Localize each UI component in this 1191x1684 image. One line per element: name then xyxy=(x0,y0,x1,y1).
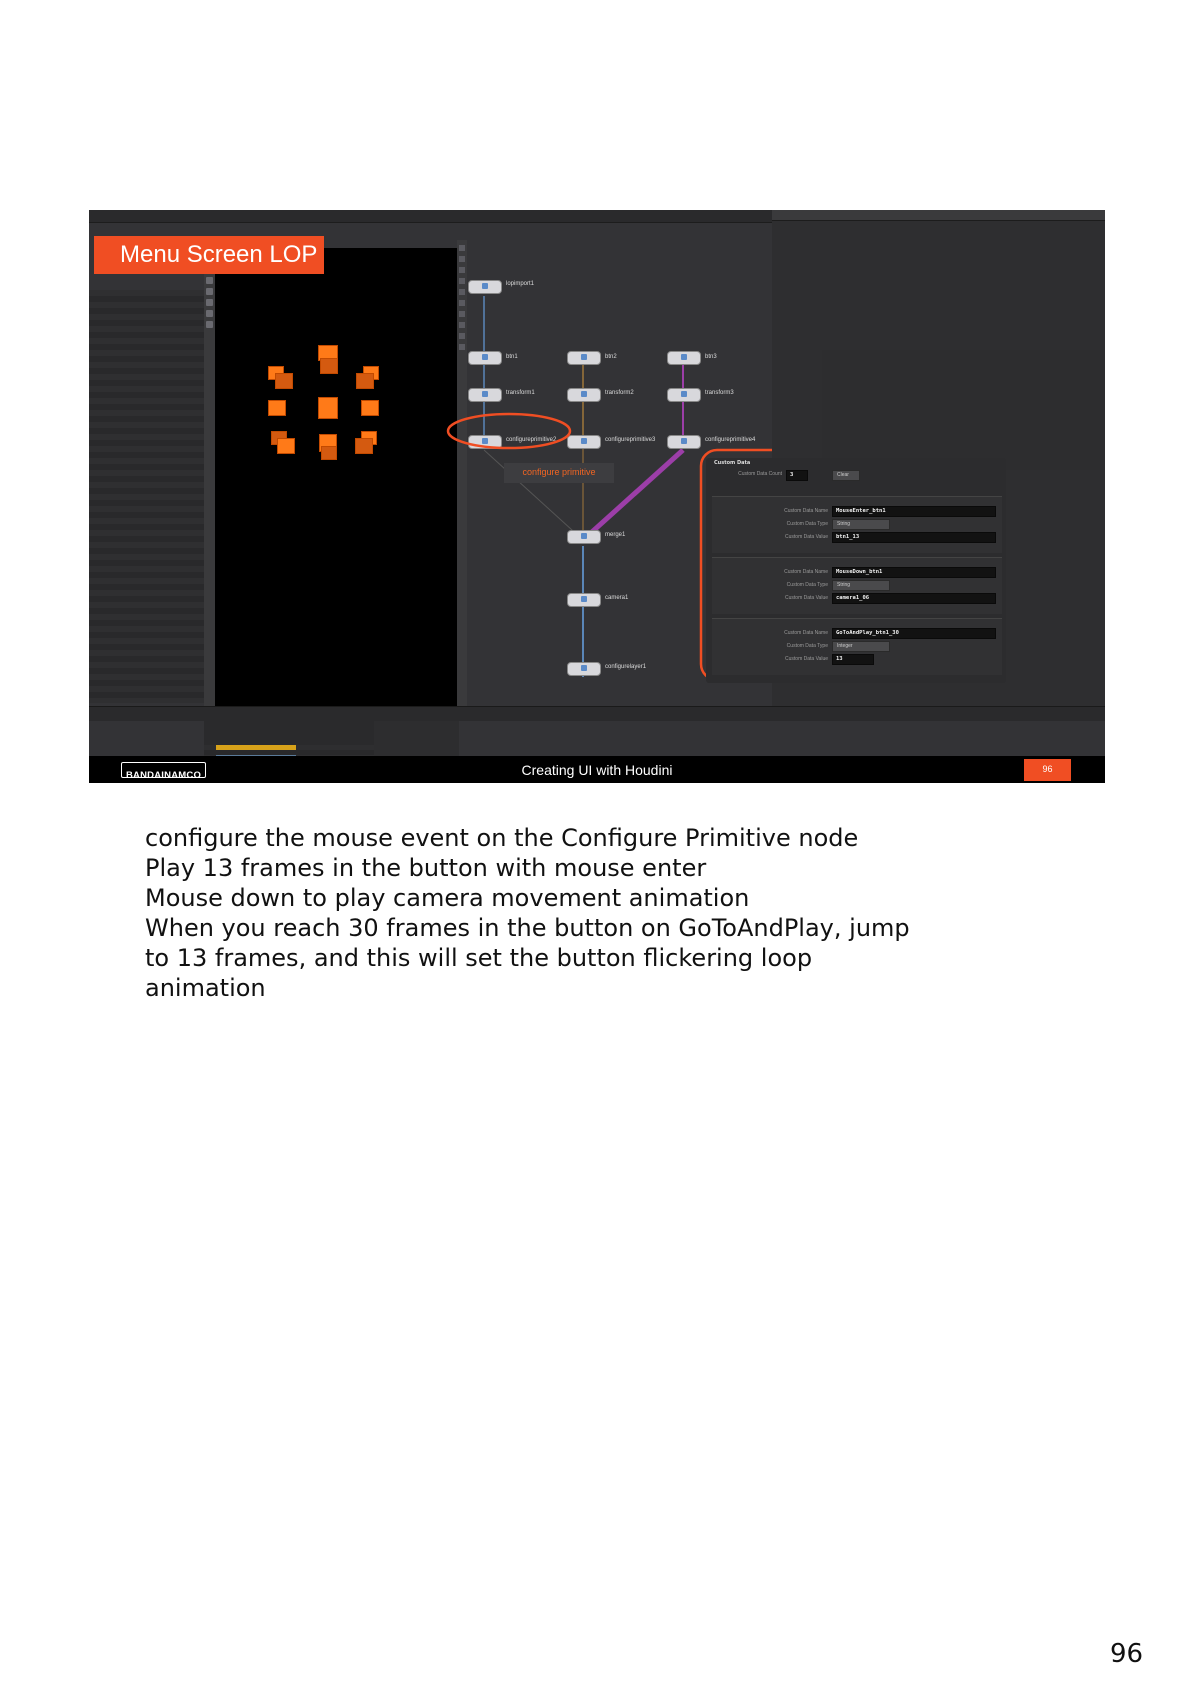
node-configureprimitive2[interactable] xyxy=(468,435,502,449)
node-label: btn3 xyxy=(705,354,717,360)
caption-line: Play 13 frames in the button with mouse enter xyxy=(145,854,707,882)
node-btn3[interactable] xyxy=(667,351,701,365)
lop-node-icon xyxy=(482,354,488,360)
viewport-tool-strip[interactable] xyxy=(204,240,215,716)
node-transform1[interactable] xyxy=(468,388,502,402)
slide-footer xyxy=(89,756,1105,783)
snap-tool-icon[interactable] xyxy=(206,321,213,328)
custom-data-entry xyxy=(712,618,1002,675)
caption-line: When you reach 30 frames in the button on GoToAndPlay, jump xyxy=(145,914,910,942)
handle-tool-icon[interactable] xyxy=(206,288,213,295)
data-name-field[interactable]: GoToAndPlay_btn1_30 xyxy=(832,628,996,639)
data-type-select[interactable]: String xyxy=(832,519,890,530)
lop-node-icon xyxy=(681,438,687,444)
menu-tile xyxy=(268,400,286,416)
menu-tile xyxy=(320,358,338,374)
node-label: transform3 xyxy=(705,390,734,396)
caption-line: Mouse down to play camera movement animation xyxy=(145,884,750,912)
node-label: configureprimitive4 xyxy=(705,437,756,443)
scale-tool-icon[interactable] xyxy=(206,277,213,284)
title-badge xyxy=(94,236,324,274)
node-label: camera1 xyxy=(605,595,629,601)
pose-tool-icon[interactable] xyxy=(206,299,213,306)
brand-logo: BANDAINAMCO xyxy=(121,762,206,778)
type-label: Custom Data Type xyxy=(786,521,828,527)
name-label: Custom Data Name xyxy=(784,630,828,636)
custom-data-entry xyxy=(712,496,1002,553)
custom-data-title: Custom Data xyxy=(714,460,751,466)
node-label: transform2 xyxy=(605,390,634,396)
lop-node-icon xyxy=(581,533,587,539)
menu-tile xyxy=(318,397,338,419)
node-label: btn2 xyxy=(605,354,617,360)
lop-node-icon xyxy=(681,391,687,397)
page-badge: 96 xyxy=(1024,759,1071,781)
value-label: Custom Data Value xyxy=(785,656,828,662)
data-name-field[interactable]: MouseDown_btn1 xyxy=(832,567,996,578)
node-label: transform1 xyxy=(506,390,535,396)
menu-tile xyxy=(275,373,293,389)
node-label: btn1 xyxy=(506,354,518,360)
node-label: merge1 xyxy=(605,532,626,538)
data-type-select[interactable]: Integer xyxy=(832,641,890,652)
custom-data-thumbnail xyxy=(822,350,1105,470)
parameter-header xyxy=(772,210,1105,221)
custom-data-entry xyxy=(712,557,1002,614)
node-transform3[interactable] xyxy=(667,388,701,402)
menu-tile xyxy=(355,438,373,454)
lop-node-icon xyxy=(581,596,587,602)
count-field[interactable]: 3 xyxy=(786,470,808,481)
title-badge-text: Menu Screen LOP xyxy=(120,241,318,268)
scene-graph-tree[interactable] xyxy=(89,290,204,703)
lop-node-icon xyxy=(581,354,587,360)
node-transform2[interactable] xyxy=(567,388,601,402)
view-tool-icon[interactable] xyxy=(206,310,213,317)
node-configureprimitive4[interactable] xyxy=(667,435,701,449)
lop-node-icon xyxy=(581,438,587,444)
footer-title: Creating UI with Houdini xyxy=(521,762,673,778)
node-configureprimitive3[interactable] xyxy=(567,435,601,449)
configure-primitive-callout xyxy=(504,463,614,483)
scene-viewport[interactable] xyxy=(215,248,457,724)
node-lopimport1[interactable] xyxy=(468,280,502,294)
slide-screenshot xyxy=(89,210,1105,783)
data-value-field[interactable]: 13 xyxy=(832,654,874,665)
value-label: Custom Data Value xyxy=(785,534,828,540)
type-label: Custom Data Type xyxy=(786,643,828,649)
name-label: Custom Data Name xyxy=(784,508,828,514)
clear-button[interactable]: Clear xyxy=(832,470,860,481)
viewport-display-strip[interactable] xyxy=(457,240,467,716)
node-label: configurelayer1 xyxy=(605,664,647,670)
node-btn1[interactable] xyxy=(468,351,502,365)
lop-node-icon xyxy=(482,283,488,289)
caption xyxy=(145,823,1075,1003)
caption-line: to 13 frames, and this will set the button flickering loop xyxy=(145,944,813,972)
playbar-timeline[interactable] xyxy=(89,706,1105,721)
caption-line: animation xyxy=(145,974,266,1002)
menu-tile xyxy=(321,446,337,460)
lop-node-icon xyxy=(681,354,687,360)
value-label: Custom Data Value xyxy=(785,595,828,601)
menu-tile xyxy=(277,438,295,454)
node-merge1[interactable] xyxy=(567,530,601,544)
node-label: configureprimitive2 xyxy=(506,437,557,443)
node-configurelayer1[interactable] xyxy=(567,662,601,676)
lop-node-icon xyxy=(581,665,587,671)
node-btn2[interactable] xyxy=(567,351,601,365)
menu-tile xyxy=(356,373,374,389)
data-name-field[interactable]: MouseEnter_btn1 xyxy=(832,506,996,517)
caption-line: configure the mouse event on the Configure Primitive node xyxy=(145,824,859,852)
node-label: configureprimitive3 xyxy=(605,437,656,443)
node-label: lopimport1 xyxy=(506,281,535,287)
lop-node-icon xyxy=(482,391,488,397)
node-camera1[interactable] xyxy=(567,593,601,607)
count-label: Custom Data Count xyxy=(738,471,782,477)
type-label: Custom Data Type xyxy=(786,582,828,588)
lop-node-icon xyxy=(581,391,587,397)
name-label: Custom Data Name xyxy=(784,569,828,575)
lop-node-icon xyxy=(482,438,488,444)
menu-tile xyxy=(361,400,379,416)
page-number: 96 xyxy=(1110,1639,1144,1669)
custom-data-panel[interactable] xyxy=(706,458,1006,683)
callout-text: configure primitive xyxy=(522,467,596,477)
data-type-select[interactable]: String xyxy=(832,580,890,591)
data-value-field[interactable]: btn1_13 xyxy=(832,532,996,543)
data-value-field[interactable]: camera1_06 xyxy=(832,593,996,604)
